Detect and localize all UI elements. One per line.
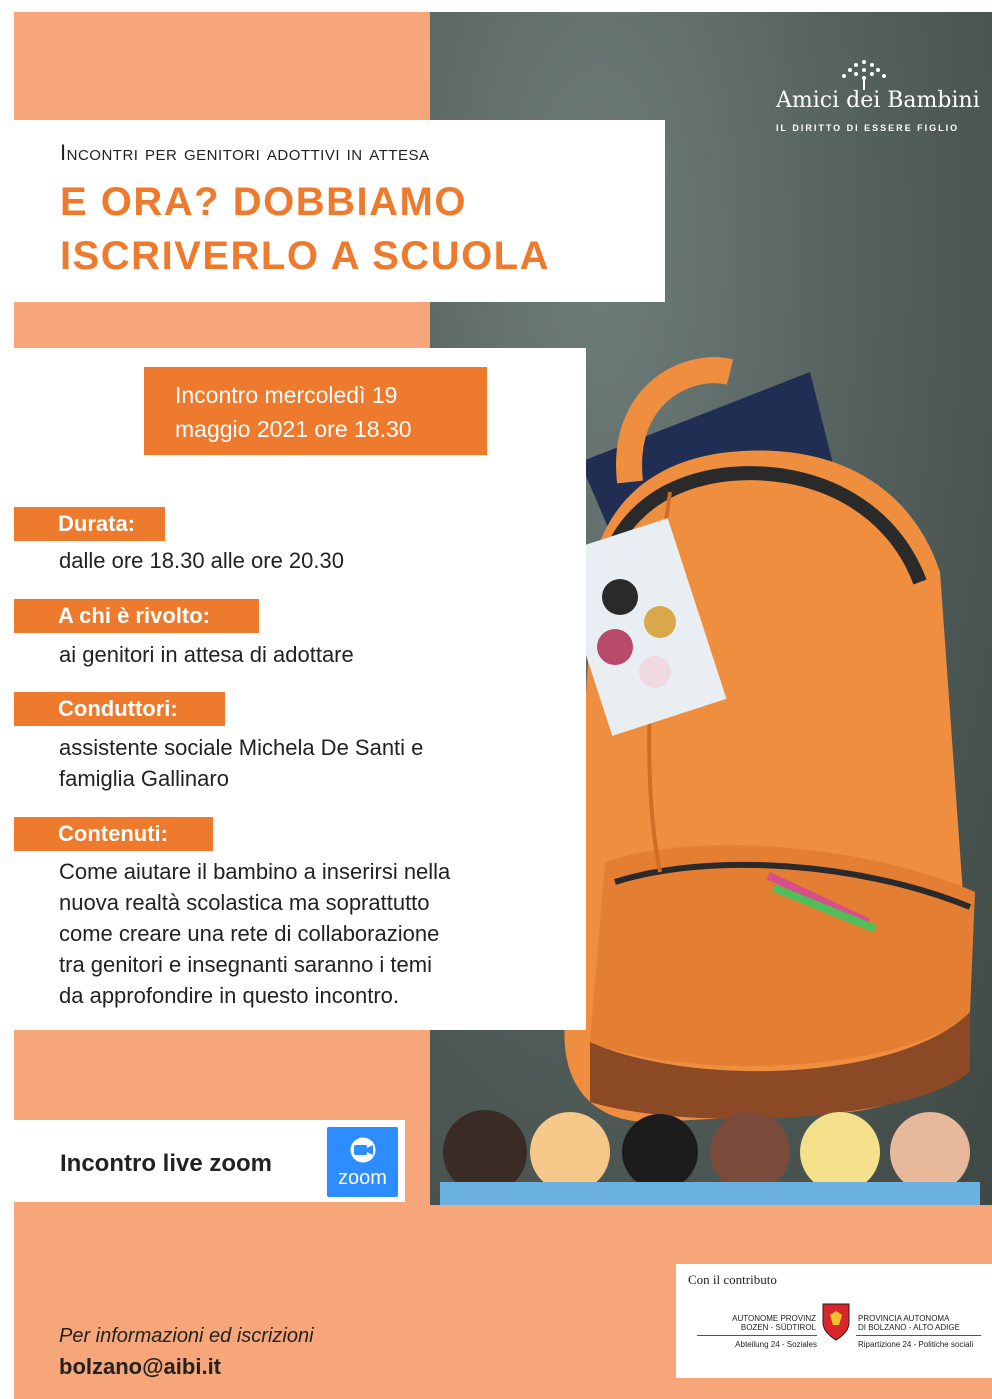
rivolto-value: ai genitori in attesa di adottare <box>59 642 354 667</box>
zoom-logo <box>327 1127 398 1197</box>
event-title-line-1: E ORA? DOBBIAMO <box>60 180 467 224</box>
contenuti-line: nuova realtà scolastica ma soprattutto <box>59 890 430 915</box>
rivolto-label: A chi è rivolto: <box>14 599 259 633</box>
tree-logo-icon <box>834 56 894 90</box>
provinz-de-line-1: AUTONOME PROVINZ <box>732 1314 816 1323</box>
contenuti-line: Come aiutare il bambino a inserirsi nella <box>59 859 451 884</box>
divider <box>697 1335 817 1336</box>
conduttori-line-2: famiglia Gallinaro <box>59 766 229 791</box>
contenuti-label: Contenuti: <box>14 817 213 851</box>
provincia-it-line-1: PROVINCIA AUTONOMA <box>858 1314 950 1323</box>
durata-label: Durata: <box>14 507 165 541</box>
sponsor-label: Con il contributo <box>688 1272 777 1287</box>
event-subtitle: Incontri per genitori adottivi in attesa <box>60 140 430 165</box>
logo-name: Amici dei Bambini <box>776 88 980 113</box>
conduttori-line-1: assistente sociale Michela De Santi e <box>59 735 424 760</box>
contact-email: bolzano@aibi.it <box>59 1354 222 1379</box>
provinz-de-dept: Abteilung 24 - Soziales <box>735 1340 817 1349</box>
date-line-2: maggio 2021 ore 18.30 <box>175 416 412 442</box>
conduttori-label: Conduttori: <box>14 692 225 726</box>
contact-label: Per informazioni ed iscrizioni <box>59 1325 314 1347</box>
video-camera-icon <box>345 1137 381 1163</box>
logo-tagline: IL DIRITTO DI ESSERE FIGLIO <box>776 123 960 133</box>
contenuti-line: da approfondire in questo incontro. <box>59 983 400 1008</box>
durata-value: dalle ore 18.30 alle ore 20.30 <box>59 548 344 573</box>
contenuti-line: tra genitori e insegnanti saranno i temi <box>59 952 432 977</box>
zoom-logo-text: zoom <box>338 1167 387 1189</box>
event-title-line-2: ISCRIVERLO A SCUOLA <box>60 234 551 278</box>
divider <box>856 1335 981 1336</box>
provincia-it-line-2: DI BOLZANO - ALTO ADIGE <box>858 1323 960 1332</box>
contenuti-line: come creare una rete di collaborazione <box>59 921 440 946</box>
provincia-it-dept: Ripartizione 24 - Politiche sociali <box>858 1340 974 1349</box>
provinz-de-line-2: BOZEN - SÜDTIROL <box>740 1323 816 1332</box>
date-line-1: Incontro mercoledì 19 <box>175 382 398 408</box>
coat-of-arms-icon <box>822 1303 850 1341</box>
zoom-label: Incontro live zoom <box>60 1150 273 1177</box>
